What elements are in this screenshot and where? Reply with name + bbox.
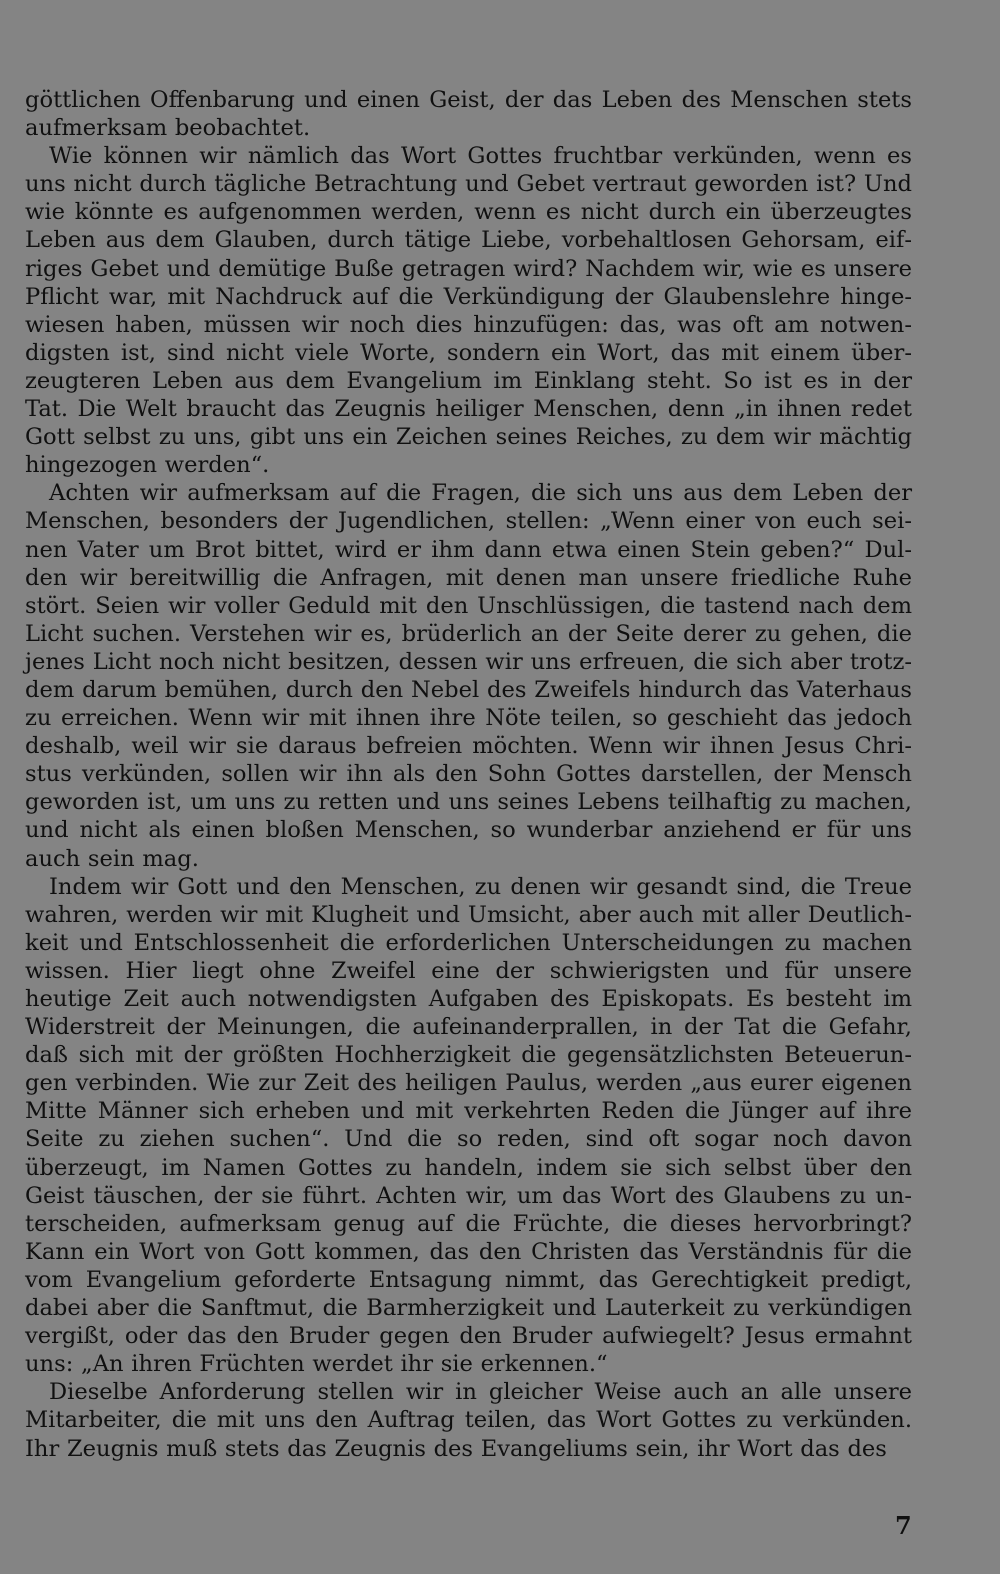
page-number: 7 [895, 1511, 912, 1540]
paragraph-3: Achten wir aufmerksam auf die Fragen, die sich uns aus dem Leben der Menschen, besonders der Jugendlichen, stellen: „Wenn einer von euch seinen Vater um Brot bittet, wird er ihm dann etwa einen Stein geben?“ Dulden wir bereitwillig die Anfragen, mit denen man unsere friedliche Ruhe stört. Seien wir voller Geduld mit den Unschlüssigen, die tastend nach dem Licht suchen. Verstehen wir es, brüderlich an der Seite derer zu gehen, die jenes Licht noch nicht besitzen, dessen wir uns erfreuen, die sich aber trotzdem darum bemühen, durch den Nebel des Zweifels hindurch das Vaterhaus zu erreichen. Wenn wir mit ihnen ihre Nöte teilen, so geschieht das jedoch deshalb, weil wir sie daraus befreien möchten. Wenn wir ihnen Jesus Christus verkünden, sollen wir ihn als den Sohn Gottes darstellen, der Mensch geworden ist, um uns zu retten und uns seines Lebens teilhaftig zu machen, und nicht als einen bloßen Menschen, so wunderbar anziehend er für uns auch sein mag. [25, 480, 912, 872]
paragraph-5: Dieselbe Anforderung stellen wir in gleicher Weise auch an alle unsere Mitarbeiter, die mit uns den Auftrag teilen, das Wort Gottes zu verkünden. Ihr Zeugnis muß stets das Zeugnis des Evangeliums sein, ihr Wort das des [25, 1379, 912, 1462]
paragraph-1: göttlichen Offenbarung und einen Geist, der das Leben des Menschen stets aufmerksam beobachtet. [25, 87, 912, 142]
paragraph-2: Wie können wir nämlich das Wort Gottes fruchtbar verkünden, wenn es uns nicht durch tägliche Betrachtung und Gebet vertraut geworden ist? Und wie könnte es aufgenommen werden, wenn es nicht durch ein überzeugtes Leben aus dem Glauben, durch tätige Liebe, vorbehaltlosen Gehorsam, eifriges Gebet und demütige Buße getragen wird? Nachdem wir, wie es unsere Pflicht war, mit Nachdruck auf die Verkündigung der Glaubenslehre hingewiesen haben, müssen wir noch dies hinzufügen: das, was oft am notwendigsten ist, sind nicht viele Worte, sondern ein Wort, das mit einem überzeugteren Leben aus dem Evangelium im Einklang steht. So ist es in der Tat. Die Welt braucht das Zeugnis heiliger Menschen, denn „in ihnen redet Gott selbst zu uns, gibt uns ein Zeichen seines Reiches, zu dem wir mächtig hingezogen werden“. [25, 143, 912, 479]
paragraph-4: Indem wir Gott und den Menschen, zu denen wir gesandt sind, die Treue wahren, werden wir mit Klugheit und Umsicht, aber auch mit aller Deutlichkeit und Entschlossenheit die erforderlichen Unterscheidungen zu machen wissen. Hier liegt ohne Zweifel eine der schwierigsten und für unsere heutige Zeit auch notwendigsten Aufgaben des Episkopats. Es besteht im Widerstreit der Meinungen, die aufeinanderprallen, in der Tat die Gefahr, daß sich mit der größten Hochherzigkeit die gegensätzlichsten Beteuerungen verbinden. Wie zur Zeit des heiligen Paulus, werden „aus eurer eigenen Mitte Männer sich erheben und mit verkehrten Reden die Jünger auf ihre Seite zu ziehen suchen“. Und die so reden, sind oft sogar noch davon überzeugt, im Namen Gottes zu handeln, indem sie sich selbst über den Geist täuschen, der sie führt. Achten wir, um das Wort des Glaubens zu unterscheiden, aufmerksam genug auf die Früchte, die dieses hervorbringt? Kann ein Wort von Gott kommen, das den Christen das Verständnis für die vom Evangelium geforderte Entsagung nimmt, das Gerechtigkeit predigt, dabei aber die Sanftmut, die Barmherzigkeit und Lauterkeit zu verkündigen vergißt, oder das den Bruder gegen den Bruder aufwiegelt? Jesus ermahnt uns: „An ihren Früchten werdet ihr sie erkennen.“ [25, 873, 912, 1378]
document-page [25, 86, 912, 1463]
